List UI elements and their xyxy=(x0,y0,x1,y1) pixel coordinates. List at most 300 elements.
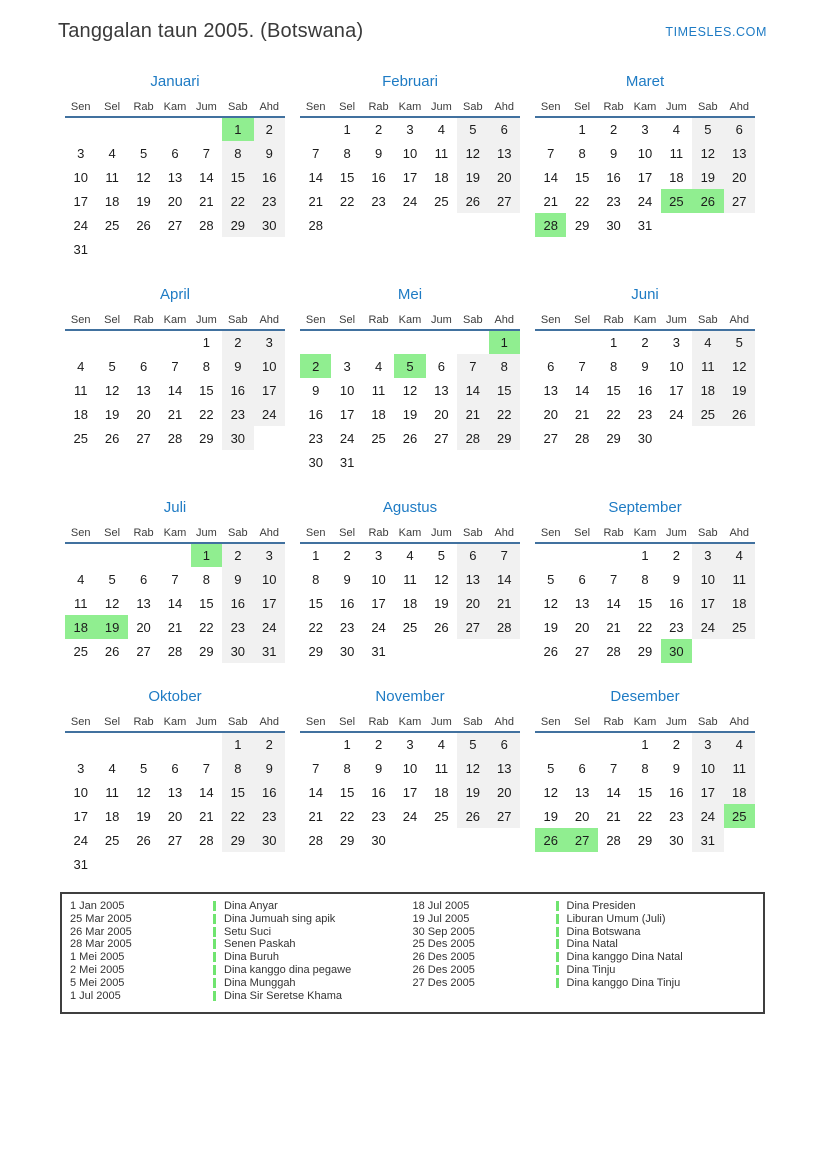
empty-cell xyxy=(159,117,190,141)
day-cell: 18 xyxy=(434,169,449,185)
holiday-marker-icon xyxy=(556,927,559,937)
day-cell: 1 xyxy=(343,122,351,137)
legend-entry xyxy=(70,938,413,951)
day-cell: 29 xyxy=(308,643,323,659)
calendar-grid xyxy=(65,74,767,876)
legend-entry xyxy=(70,913,413,926)
month-title: September xyxy=(608,499,682,516)
month-september xyxy=(535,500,755,663)
day-cell: 14 xyxy=(489,567,520,591)
month-title: April xyxy=(159,286,190,303)
day-cell: 5 xyxy=(139,145,148,161)
day-cell: 9 xyxy=(222,354,253,378)
empty-cell xyxy=(489,450,520,474)
empty-cell xyxy=(65,330,96,354)
day-cell: 4 xyxy=(77,571,85,587)
weekday-label: Jum xyxy=(661,99,692,117)
weekday-label: Jum xyxy=(426,714,457,732)
day-cell: 26 xyxy=(104,643,120,659)
day-cell: 31 xyxy=(371,643,386,659)
empty-cell xyxy=(692,639,723,663)
weekday-label: Sel xyxy=(96,714,127,732)
weekday-label: Sel xyxy=(331,525,362,543)
day-cell: 10 xyxy=(637,145,653,161)
day-cell: 5 xyxy=(139,760,148,776)
month-juni xyxy=(535,287,755,450)
legend-entry xyxy=(70,926,413,939)
weekday-label: Sel xyxy=(331,99,362,117)
day-cell: 3 xyxy=(343,358,351,374)
day-cell: 20 xyxy=(489,165,520,189)
weekday-label: Ahd xyxy=(489,99,520,117)
day-cell: 2 xyxy=(609,122,618,137)
empty-cell xyxy=(426,330,457,354)
day-cell: 18 xyxy=(692,378,723,402)
weekday-label: Sel xyxy=(566,99,597,117)
empty-cell xyxy=(65,543,96,567)
empty-cell xyxy=(394,450,425,474)
empty-cell xyxy=(426,450,457,474)
day-cell: 4 xyxy=(108,145,116,161)
weekday-label: Sab xyxy=(692,99,723,117)
day-cell: 27 xyxy=(574,643,590,659)
empty-cell xyxy=(191,237,222,261)
empty-cell xyxy=(159,237,190,261)
month-table xyxy=(300,99,520,237)
day-cell: 27 xyxy=(543,430,558,446)
legend-date: 25 Mar 2005 xyxy=(70,912,132,925)
day-cell: 19 xyxy=(543,808,558,824)
legend-date: 1 Jan 2005 xyxy=(70,900,125,912)
holiday-cell: 1 xyxy=(191,543,222,567)
day-cell: 19 xyxy=(543,619,558,635)
weekday-label: Sel xyxy=(96,525,127,543)
day-cell: 22 xyxy=(222,804,253,828)
day-cell: 23 xyxy=(308,430,323,446)
day-cell: 28 xyxy=(308,832,323,848)
day-cell: 28 xyxy=(167,430,183,446)
day-cell: 29 xyxy=(222,828,253,852)
empty-cell xyxy=(457,213,488,237)
legend-date: 2 Mei 2005 xyxy=(70,963,125,976)
day-cell: 21 xyxy=(489,591,520,615)
month-desember xyxy=(535,689,755,852)
brand-link[interactable]: TIMESLES.COM xyxy=(665,25,767,39)
month-table xyxy=(535,714,755,852)
day-cell: 29 xyxy=(574,217,590,233)
weekday-label: Jum xyxy=(426,99,457,117)
holiday-cell: 1 xyxy=(489,330,520,354)
day-cell: 6 xyxy=(724,117,755,141)
day-cell: 5 xyxy=(692,117,723,141)
day-cell: 22 xyxy=(606,406,621,422)
day-cell: 28 xyxy=(606,832,621,848)
empty-cell xyxy=(457,639,488,663)
month-table xyxy=(65,312,285,450)
day-cell: 5 xyxy=(547,571,555,587)
legend-label: Dina Presiden xyxy=(566,900,636,912)
legend-label: Setu Suci xyxy=(224,925,272,938)
day-cell: 23 xyxy=(669,808,684,824)
day-cell: 1 xyxy=(222,732,253,756)
weekday-label: Ahd xyxy=(254,714,285,732)
day-cell: 7 xyxy=(312,760,320,776)
empty-cell xyxy=(394,213,425,237)
day-cell: 29 xyxy=(489,426,520,450)
weekday-label: Ahd xyxy=(489,525,520,543)
empty-cell xyxy=(426,828,457,852)
day-cell: 21 xyxy=(574,406,590,422)
day-cell: 1 xyxy=(641,548,649,563)
day-cell: 18 xyxy=(669,169,684,185)
weekday-label: Kam xyxy=(394,312,425,330)
day-cell: 16 xyxy=(254,780,285,804)
legend-label: Dina Anyar xyxy=(224,900,278,912)
month-title: Februari xyxy=(382,73,438,90)
legend-column-left xyxy=(70,900,413,1002)
day-cell: 8 xyxy=(641,760,649,776)
day-cell: 19 xyxy=(434,595,449,611)
day-cell: 10 xyxy=(339,382,355,398)
day-cell: 20 xyxy=(136,619,151,635)
day-cell: 5 xyxy=(108,571,116,587)
day-cell: 31 xyxy=(73,856,88,872)
day-cell: 15 xyxy=(199,382,214,398)
day-cell: 4 xyxy=(437,737,446,752)
day-cell: 23 xyxy=(637,406,653,422)
day-cell: 2 xyxy=(343,548,351,563)
weekday-label: Sab xyxy=(457,312,488,330)
weekday-label: Jum xyxy=(191,99,222,117)
day-cell: 9 xyxy=(609,145,618,161)
day-cell: 24 xyxy=(254,402,285,426)
day-cell: 14 xyxy=(606,595,621,611)
day-cell: 13 xyxy=(136,382,151,398)
day-cell: 3 xyxy=(254,330,285,354)
day-cell: 9 xyxy=(254,756,285,780)
day-cell: 9 xyxy=(672,760,681,776)
day-cell: 24 xyxy=(637,193,653,209)
empty-cell xyxy=(566,543,597,567)
empty-cell xyxy=(254,426,285,450)
empty-cell xyxy=(331,213,362,237)
empty-cell xyxy=(300,330,331,354)
legend-column-right xyxy=(413,900,756,1002)
day-cell: 7 xyxy=(202,145,211,161)
weekday-label: Rab xyxy=(363,525,394,543)
empty-cell xyxy=(96,330,127,354)
day-cell: 8 xyxy=(343,145,351,161)
month-februari xyxy=(300,74,520,237)
day-cell: 15 xyxy=(637,595,653,611)
empty-cell xyxy=(96,543,127,567)
day-cell: 14 xyxy=(457,378,488,402)
day-cell: 5 xyxy=(457,117,488,141)
day-cell: 2 xyxy=(254,117,285,141)
day-cell: 15 xyxy=(574,169,590,185)
weekday-label: Kam xyxy=(394,714,425,732)
day-cell: 23 xyxy=(669,619,684,635)
empty-cell xyxy=(457,828,488,852)
day-cell: 15 xyxy=(489,378,520,402)
day-cell: 3 xyxy=(77,760,85,776)
day-cell: 29 xyxy=(606,430,621,446)
weekday-label: Sel xyxy=(331,714,362,732)
weekday-label: Sen xyxy=(65,312,96,330)
weekday-label: Sen xyxy=(300,99,331,117)
day-cell: 30 xyxy=(222,426,253,450)
day-cell: 14 xyxy=(167,382,183,398)
weekday-label: Rab xyxy=(363,312,394,330)
day-cell: 10 xyxy=(692,567,723,591)
day-cell: 11 xyxy=(692,354,723,378)
day-cell: 19 xyxy=(136,808,151,824)
day-cell: 28 xyxy=(308,217,323,233)
day-cell: 23 xyxy=(606,193,621,209)
month-table xyxy=(65,525,285,663)
day-cell: 3 xyxy=(692,732,723,756)
weekday-label: Ahd xyxy=(489,714,520,732)
day-cell: 5 xyxy=(437,548,446,563)
day-cell: 25 xyxy=(104,217,120,233)
day-cell: 23 xyxy=(222,615,253,639)
day-cell: 9 xyxy=(641,358,649,374)
day-cell: 15 xyxy=(222,780,253,804)
weekday-label: Sab xyxy=(222,312,253,330)
day-cell: 26 xyxy=(104,430,120,446)
month-januari xyxy=(65,74,285,261)
day-cell: 16 xyxy=(669,784,684,800)
legend-label: Senen Paskah xyxy=(224,938,296,951)
weekday-label: Kam xyxy=(159,525,190,543)
month-table xyxy=(300,312,520,474)
day-cell: 27 xyxy=(434,430,449,446)
day-cell: 25 xyxy=(371,430,386,446)
empty-cell xyxy=(128,852,159,876)
day-cell: 15 xyxy=(637,784,653,800)
day-cell: 17 xyxy=(692,780,723,804)
holiday-cell: 2 xyxy=(300,354,331,378)
weekday-label: Ahd xyxy=(724,312,755,330)
day-cell: 7 xyxy=(489,543,520,567)
day-cell: 9 xyxy=(222,567,253,591)
day-cell: 10 xyxy=(73,784,88,800)
day-cell: 7 xyxy=(457,354,488,378)
holiday-cell: 27 xyxy=(566,828,597,852)
day-cell: 10 xyxy=(254,567,285,591)
day-cell: 28 xyxy=(199,217,214,233)
day-cell: 5 xyxy=(724,330,755,354)
weekday-label: Sel xyxy=(566,312,597,330)
day-cell: 21 xyxy=(167,406,183,422)
day-cell: 17 xyxy=(637,169,653,185)
day-cell: 9 xyxy=(254,141,285,165)
day-cell: 11 xyxy=(105,784,119,800)
weekday-label: Sel xyxy=(96,99,127,117)
month-agustus xyxy=(300,500,520,663)
day-cell: 2 xyxy=(641,335,649,350)
day-cell: 14 xyxy=(308,169,323,185)
legend-label: Dina Tinju xyxy=(566,963,616,976)
month-title: Mei xyxy=(397,286,423,303)
day-cell: 6 xyxy=(139,571,148,587)
month-title: Maret xyxy=(625,73,665,90)
day-cell: 11 xyxy=(371,382,386,398)
day-cell: 3 xyxy=(406,737,414,752)
day-cell: 22 xyxy=(339,193,355,209)
day-cell: 4 xyxy=(672,122,681,137)
weekday-label: Sel xyxy=(96,312,127,330)
day-cell: 27 xyxy=(136,643,151,659)
holiday-cell: 26 xyxy=(692,189,723,213)
day-cell: 7 xyxy=(609,571,618,587)
page-header xyxy=(58,20,767,43)
day-cell: 2 xyxy=(672,737,681,752)
day-cell: 4 xyxy=(437,122,446,137)
weekday-label: Sel xyxy=(331,312,362,330)
day-cell: 27 xyxy=(489,804,520,828)
day-cell: 11 xyxy=(724,567,755,591)
empty-cell xyxy=(457,330,488,354)
holiday-marker-icon xyxy=(213,991,216,1001)
day-cell: 20 xyxy=(574,619,590,635)
day-cell: 11 xyxy=(434,145,449,161)
day-cell: 27 xyxy=(167,217,183,233)
day-cell: 6 xyxy=(578,571,586,587)
day-cell: 11 xyxy=(669,145,684,161)
day-cell: 26 xyxy=(136,832,151,848)
empty-cell xyxy=(300,732,331,756)
month-title: Juli xyxy=(163,499,187,516)
day-cell: 25 xyxy=(434,808,449,824)
weekday-label: Rab xyxy=(598,525,629,543)
holiday-cell: 5 xyxy=(394,354,425,378)
day-cell: 23 xyxy=(222,402,253,426)
day-cell: 12 xyxy=(136,784,151,800)
day-cell: 22 xyxy=(308,619,323,635)
day-cell: 3 xyxy=(374,548,383,563)
day-cell: 14 xyxy=(543,169,558,185)
day-cell: 27 xyxy=(136,430,151,446)
day-cell: 17 xyxy=(669,382,684,398)
day-cell: 8 xyxy=(222,141,253,165)
day-cell: 12 xyxy=(692,141,723,165)
day-cell: 9 xyxy=(312,382,320,398)
day-cell: 13 xyxy=(167,784,183,800)
empty-cell xyxy=(128,543,159,567)
day-cell: 24 xyxy=(402,808,418,824)
day-cell: 8 xyxy=(578,145,586,161)
month-table xyxy=(65,714,285,876)
weekday-label: Rab xyxy=(598,312,629,330)
day-cell: 2 xyxy=(374,122,383,137)
day-cell: 16 xyxy=(371,784,386,800)
month-title: Agustus xyxy=(382,499,438,516)
holiday-marker-icon xyxy=(556,978,559,988)
month-november xyxy=(300,689,520,852)
day-cell: 29 xyxy=(199,643,214,659)
day-cell: 10 xyxy=(73,169,88,185)
legend-entry xyxy=(70,900,413,913)
day-cell: 17 xyxy=(254,378,285,402)
day-cell: 11 xyxy=(724,756,755,780)
empty-cell xyxy=(128,330,159,354)
day-cell: 4 xyxy=(374,358,383,374)
empty-cell xyxy=(363,213,394,237)
day-cell: 15 xyxy=(308,595,323,611)
empty-cell xyxy=(394,639,425,663)
day-cell: 26 xyxy=(136,217,151,233)
day-cell: 3 xyxy=(641,122,649,137)
day-cell: 2 xyxy=(374,737,383,752)
day-cell: 8 xyxy=(312,571,320,587)
legend-label: Dina kanggo Dina Natal xyxy=(566,951,683,964)
day-cell: 4 xyxy=(406,548,414,563)
day-cell: 20 xyxy=(167,808,183,824)
weekday-label: Kam xyxy=(629,714,660,732)
empty-cell xyxy=(96,117,127,141)
empty-cell xyxy=(535,330,566,354)
holiday-marker-icon xyxy=(213,914,216,924)
day-cell: 24 xyxy=(692,615,723,639)
legend-label: Dina Jumuah sing apik xyxy=(224,912,336,925)
day-cell: 19 xyxy=(692,165,723,189)
holiday-legend xyxy=(60,892,765,1014)
weekday-label: Jum xyxy=(661,525,692,543)
day-cell: 14 xyxy=(574,382,590,398)
legend-date: 1 Jul 2005 xyxy=(70,989,121,1002)
weekday-label: Kam xyxy=(629,312,660,330)
day-cell: 26 xyxy=(457,804,488,828)
day-cell: 6 xyxy=(437,358,446,374)
day-cell: 24 xyxy=(339,430,355,446)
legend-date: 18 Jul 2005 xyxy=(412,900,470,912)
day-cell: 10 xyxy=(692,756,723,780)
day-cell: 21 xyxy=(457,402,488,426)
empty-cell xyxy=(222,852,253,876)
holiday-cell: 25 xyxy=(724,804,755,828)
empty-cell xyxy=(692,213,723,237)
day-cell: 31 xyxy=(637,217,653,233)
legend-date: 30 Sep 2005 xyxy=(412,925,475,938)
day-cell: 23 xyxy=(254,804,285,828)
holiday-marker-icon xyxy=(213,901,216,911)
day-cell: 30 xyxy=(371,832,386,848)
day-cell: 9 xyxy=(374,145,383,161)
day-cell: 20 xyxy=(457,591,488,615)
day-cell: 18 xyxy=(104,193,120,209)
day-cell: 12 xyxy=(543,595,558,611)
day-cell: 20 xyxy=(136,406,151,422)
legend-entry xyxy=(70,990,413,1003)
day-cell: 11 xyxy=(434,760,449,776)
empty-cell xyxy=(96,732,127,756)
day-cell: 7 xyxy=(578,358,586,374)
day-cell: 4 xyxy=(108,760,116,776)
day-cell: 7 xyxy=(171,571,179,587)
weekday-label: Sel xyxy=(566,525,597,543)
day-cell: 24 xyxy=(254,615,285,639)
day-cell: 14 xyxy=(606,784,621,800)
empty-cell xyxy=(661,213,692,237)
day-cell: 8 xyxy=(609,358,618,374)
day-cell: 8 xyxy=(202,358,211,374)
day-cell: 16 xyxy=(669,595,684,611)
day-cell: 29 xyxy=(637,643,653,659)
day-cell: 22 xyxy=(339,808,355,824)
day-cell: 16 xyxy=(308,406,323,422)
day-cell: 3 xyxy=(254,543,285,567)
